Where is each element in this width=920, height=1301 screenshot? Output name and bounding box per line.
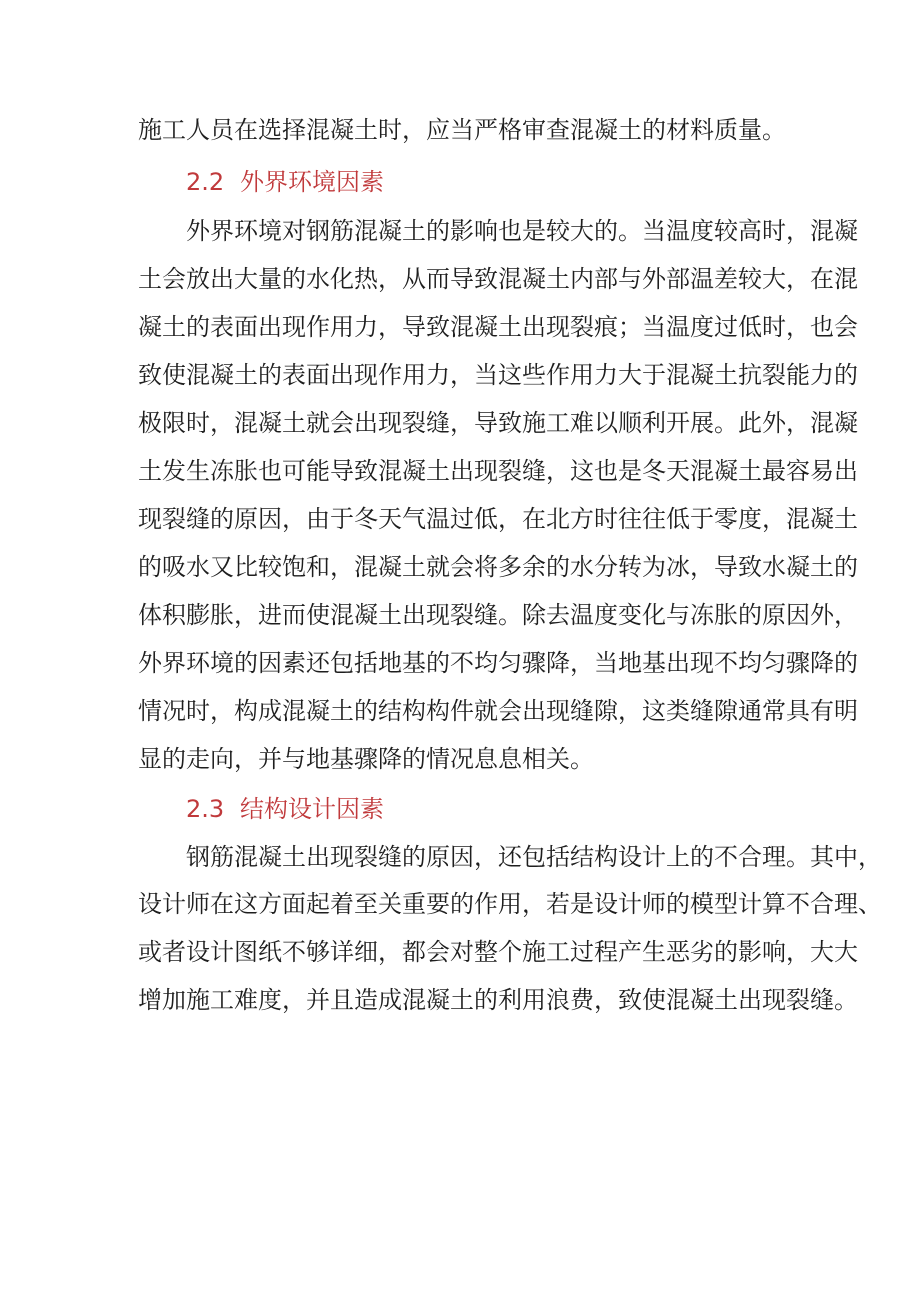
paragraph-line: 土发生冻胀也可能导致混凝土出现裂缝，这也是冬天混凝土最容易出 (138, 457, 858, 485)
paragraph-line: 钢筋混凝土出现裂缝的原因，还包括结构设计上的不合理。其中， (186, 843, 882, 871)
paragraph-line: 施工人员在选择混凝土时，应当严格审查混凝土的材料质量。 (138, 116, 786, 144)
section-heading-2-3 (186, 793, 384, 825)
paragraph-line: 致使混凝土的表面出现作用力，当这些作用力大于混凝土抗裂能力的 (138, 361, 858, 389)
section-number: 2.2 (186, 168, 225, 196)
paragraph-line: 的吸水又比较饱和，混凝土就会将多余的水分转为冰，导致水凝土的 (138, 553, 858, 581)
paragraph-line: 凝土的表面出现作用力，导致混凝土出现裂痕；当温度过低时，也会 (138, 313, 858, 341)
paragraph-line: 情况时，构成混凝土的结构构件就会出现缝隙，这类缝隙通常具有明 (138, 697, 858, 725)
section-number: 2.3 (186, 795, 225, 823)
paragraph-line: 现裂缝的原因，由于冬天气温过低，在北方时往往低于零度，混凝土 (138, 505, 858, 533)
paragraph-line: 外界环境对钢筋混凝土的影响也是较大的。当温度较高时，混凝 (186, 217, 858, 245)
paragraph-line: 土会放出大量的水化热，从而导致混凝土内部与外部温差较大，在混 (138, 265, 858, 293)
paragraph-line: 设计师在这方面起着至关重要的作用，若是设计师的模型计算不合理、 (138, 890, 882, 918)
section-title: 结构设计因素 (240, 795, 384, 823)
paragraph-line: 增加施工难度，并且造成混凝土的利用浪费，致使混凝土出现裂缝。 (138, 986, 858, 1014)
paragraph-line: 显的走向，并与地基骤降的情况息息相关。 (138, 745, 594, 773)
paragraph-line: 或者设计图纸不够详细，都会对整个施工过程产生恶劣的影响，大大 (138, 938, 858, 966)
paragraph-line: 极限时，混凝土就会出现裂缝，导致施工难以顺利开展。此外，混凝 (138, 409, 858, 437)
paragraph-line: 体积膨胀，进而使混凝土出现裂缝。除去温度变化与冻胀的原因外， (138, 601, 858, 629)
section-heading-2-2 (186, 166, 384, 198)
section-title: 外界环境因素 (240, 168, 384, 196)
paragraph-line: 外界环境的因素还包括地基的不均匀骤降，当地基出现不均匀骤降的 (138, 649, 858, 677)
